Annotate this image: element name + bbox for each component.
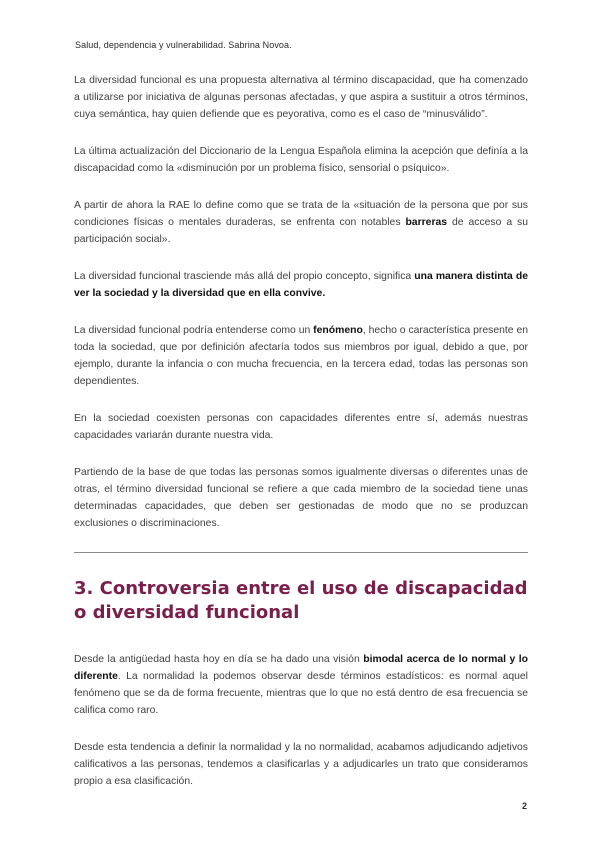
paragraph bbox=[74, 268, 528, 302]
bold-text: bimodal acerca de lo normal y lo diferente bbox=[74, 654, 528, 682]
paragraph-text: La diversidad funcional podría entenderse como un bbox=[74, 325, 314, 336]
paragraphs-bottom bbox=[74, 651, 528, 790]
paragraph bbox=[74, 739, 528, 790]
page-content bbox=[74, 72, 528, 810]
paragraph bbox=[74, 651, 528, 719]
page-number: 2 bbox=[522, 801, 528, 811]
paragraph bbox=[74, 197, 528, 248]
paragraph bbox=[74, 143, 528, 177]
paragraph-text: de acceso a su participación social». bbox=[74, 217, 529, 245]
paragraph-text: En la sociedad coexisten personas con capacidades diferentes entre sí, además nuestras capacidades variarán durante nuestra vida. bbox=[74, 413, 528, 441]
paragraph-text: , hecho o característica presente en toda la sociedad, que por definición afectaría todos sus miembros por igual, debido a que, por ejemplo, durante la infancia o con mucha frecuencia, en la tercera edad, todas las personas son dependientes. bbox=[74, 325, 529, 387]
section-title: 3. Controversia entre el uso de discapacidad o diversidad funcional bbox=[74, 578, 528, 623]
paragraph bbox=[74, 410, 528, 444]
running-header: Salud, dependencia y vulnerabilidad. Sabrina Novoa. bbox=[75, 40, 292, 50]
paragraph-text: Desde la antigüedad hasta hoy en día se ha dado una visión bbox=[74, 654, 364, 665]
paragraph-text: Desde esta tendencia a definir la normalidad y la no normalidad, acabamos adjudicando adjetivos calificativos a las personas, tendemos a clasificarlas y a adjudicarles un trato que consideramos propio a esa clasificación. bbox=[74, 742, 528, 787]
paragraph-text: Partiendo de la base de que todas las personas somos igualmente diversas o diferentes unas de otras, el término diversidad funcional se refiere a que cada miembro de la sociedad tiene unas determinadas capacidades, que deben ser gestionadas de modo que no se produzcan exclusiones o discriminaciones. bbox=[74, 467, 528, 529]
paragraph-text: La diversidad funcional trasciende más allá del propio concepto, significa bbox=[74, 271, 415, 282]
paragraph-text: La diversidad funcional es una propuesta alternativa al término discapacidad, que ha comenzado a utilizarse por iniciativa de algunas personas afectadas, y que aspira a sustituir a otros términos, cuya semántica, hay quien defiende que es peyorativa, como es el caso de “minusválido”. bbox=[74, 75, 528, 120]
section-divider bbox=[74, 552, 528, 553]
paragraph bbox=[74, 322, 528, 390]
paragraph-text: La última actualización del Diccionario de la Lengua Española elimina la acepción que definía a la discapacidad como la «disminución por un problema físico, sensorial o psíquico». bbox=[74, 146, 528, 174]
bold-text: fenómeno bbox=[313, 325, 363, 336]
paragraph-text: . La normalidad la podemos observar desde términos estadísticos: es normal aquel fenómeno que se da de forma frecuente, mientras que lo que no está dentro de esa frecuencia se califica como raro. bbox=[74, 671, 528, 716]
bold-text: barreras bbox=[405, 217, 448, 228]
paragraph bbox=[74, 72, 528, 123]
bold-text: una manera distinta de ver la sociedad y la diversidad que en ella convive. bbox=[74, 271, 528, 299]
paragraphs-top bbox=[74, 72, 528, 532]
paragraph bbox=[74, 464, 528, 532]
paragraph-text: A partir de ahora la RAE lo define como que se trata de la «situación de la persona que por sus condiciones físicas o mentales duraderas, se enfrenta con notables bbox=[74, 200, 528, 228]
